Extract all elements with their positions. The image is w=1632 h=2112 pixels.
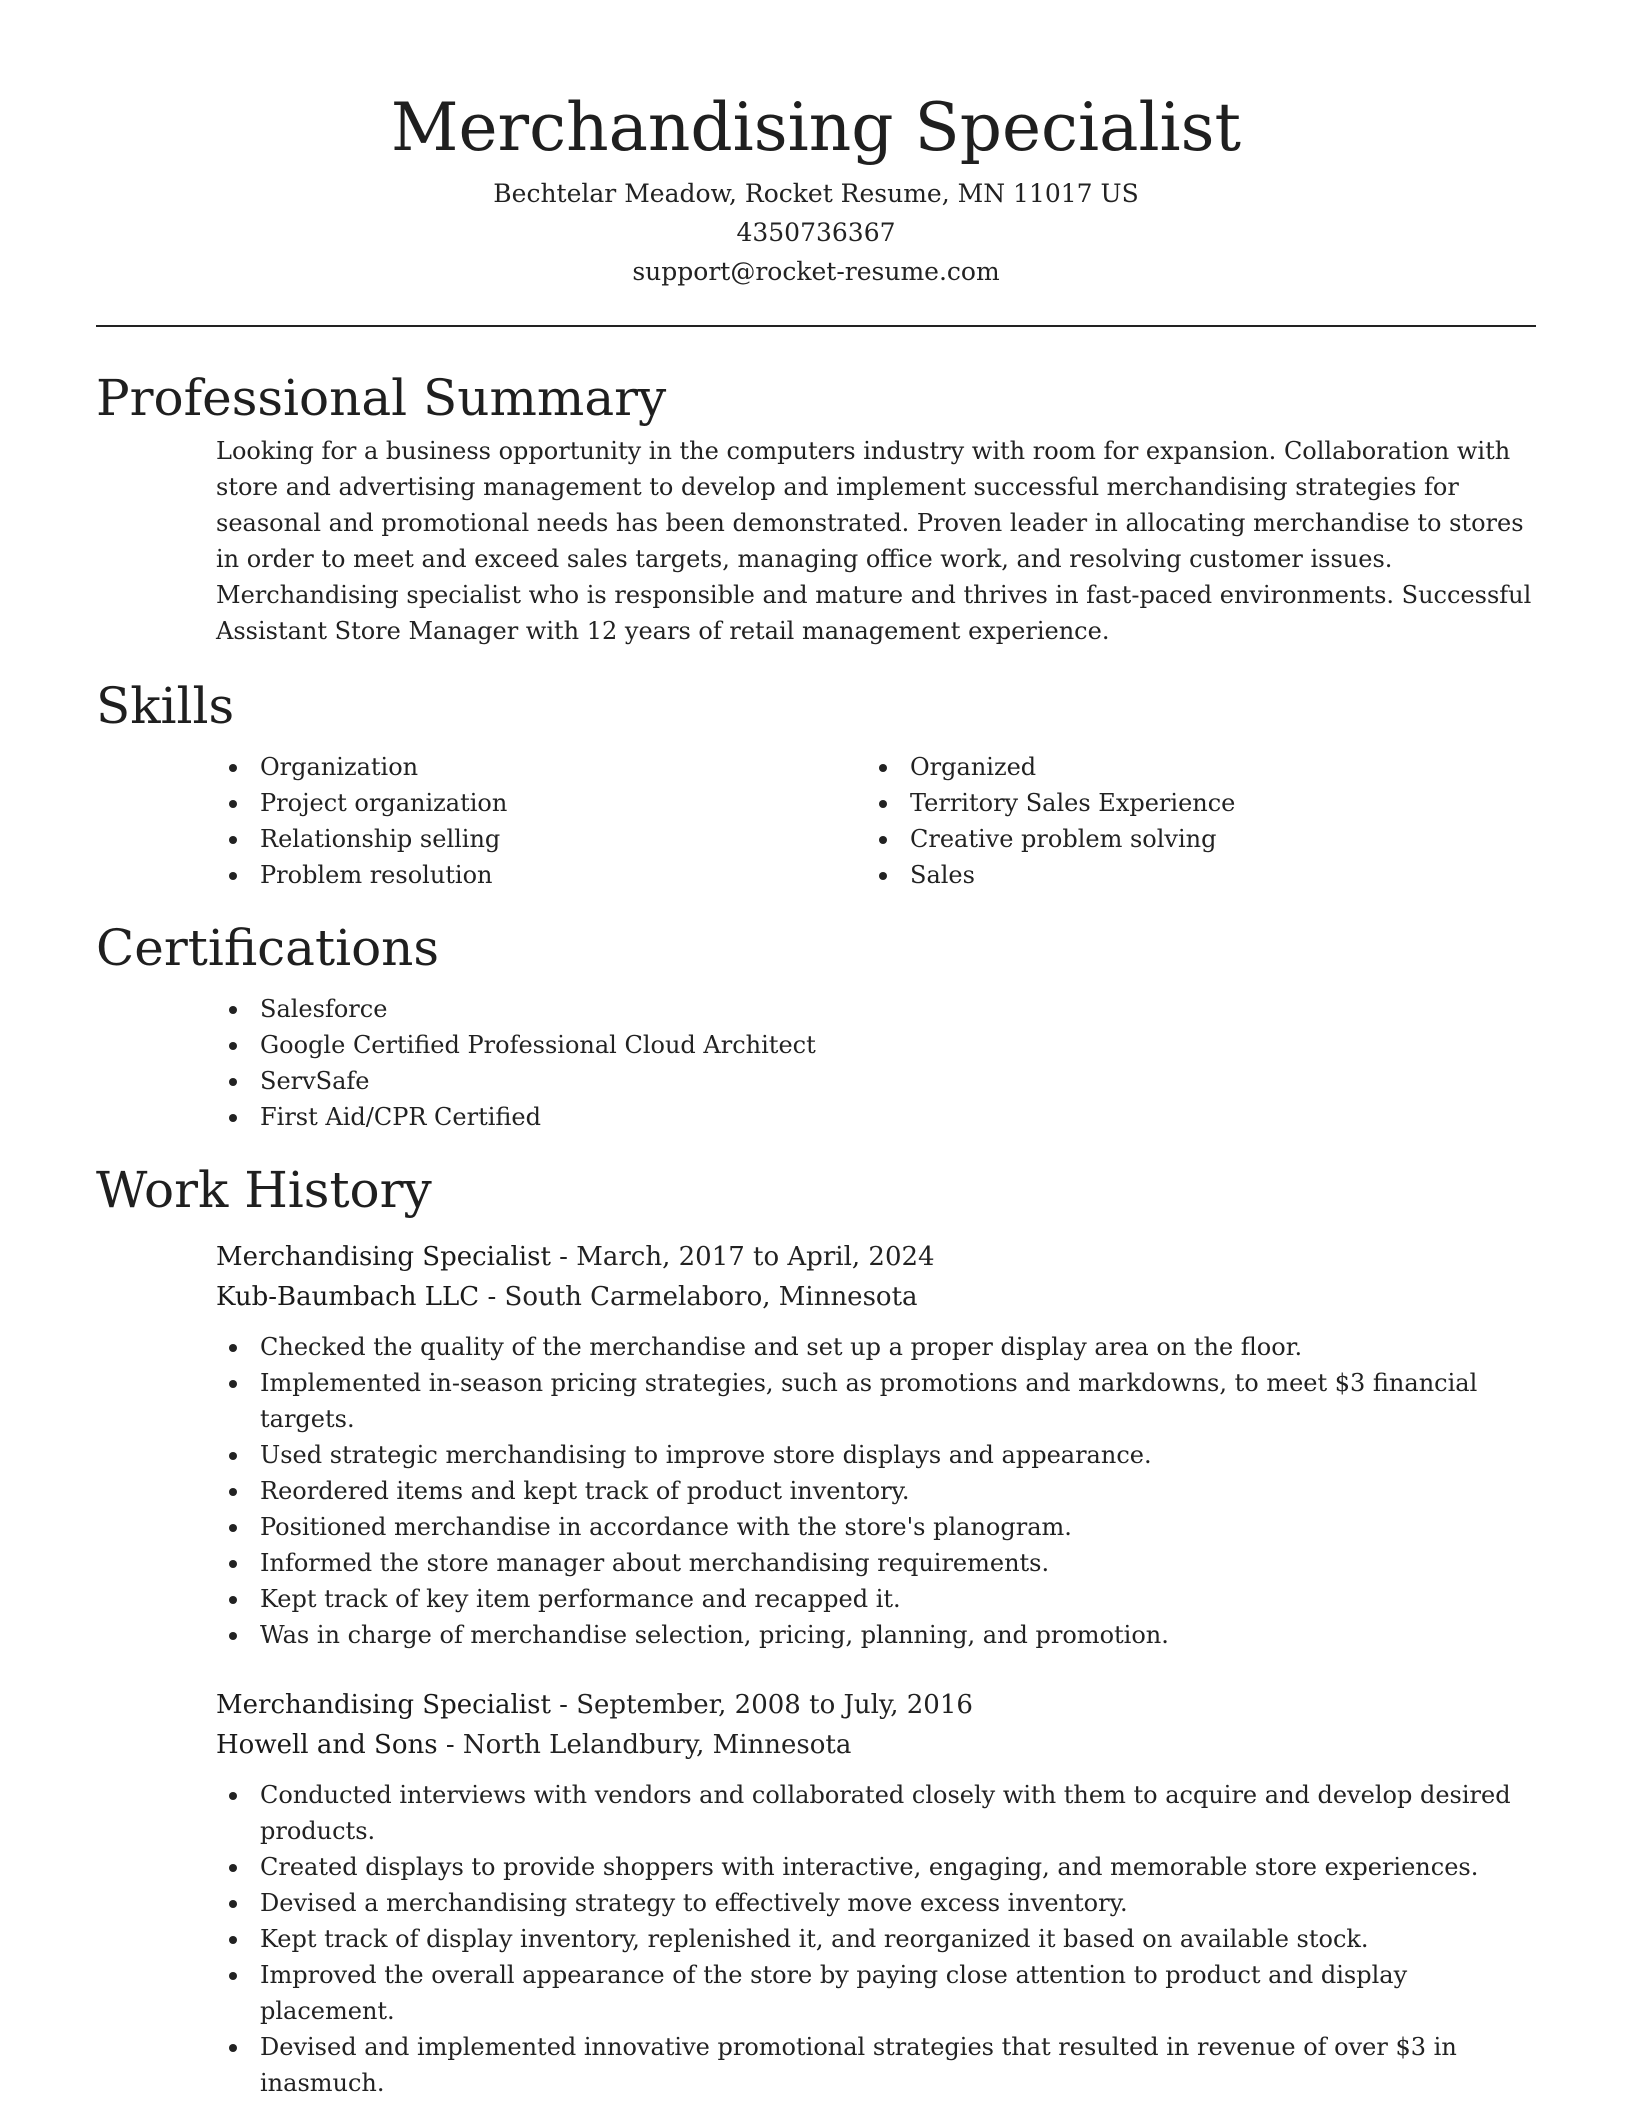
- job-title-line: [216, 1685, 1536, 1725]
- certifications-section: [96, 915, 1536, 1135]
- list-item: ServSafe: [216, 1063, 1536, 1099]
- skills-left-list: [216, 749, 866, 893]
- resume-header: [96, 0, 1536, 291]
- list-item: Reordered items and kept track of product inventory.: [216, 1473, 1536, 1509]
- skills-title: Skills: [96, 677, 235, 735]
- list-item: Territory Sales Experience: [866, 785, 1516, 821]
- summary-text: Looking for a business opportunity in the computers industry with room for expansion. Collaboration with store and advertising management to develop and implement successful merchandising strategies for seasonal and promotional needs has been demonstrated. Proven leader in allocating merchandise to stores in order to meet and exceed sales targets, managing office work, and resolving customer issues. Merchandising specialist who is responsible and mature and thrives in fast-paced environments. Successful Assistant Store Manager with 12 years of retail management experience.: [216, 437, 1532, 645]
- list-item: Created displays to provide shoppers with interactive, engaging, and memorable store experiences.: [216, 1849, 1536, 1885]
- contact-block: [96, 174, 1536, 291]
- job-company-line: [216, 1725, 1536, 1765]
- job-location: - South Carmelaboro, Minnesota: [479, 1282, 918, 1312]
- list-item: Informed the store manager about merchandising requirements.: [216, 1545, 1536, 1581]
- list-item: Kept track of key item performance and recapped it.: [216, 1581, 1536, 1617]
- job-dates: - March, 2017 to April, 2024: [550, 1242, 935, 1272]
- list-item: Devised and implemented innovative promotional strategies that resulted in revenue of over $3 in inasmuch.: [216, 2029, 1536, 2101]
- email: support@rocket-resume.com: [632, 257, 1000, 286]
- list-item: Improved the overall appearance of the store by paying close attention to product and display placement.: [216, 1957, 1536, 2029]
- list-item: First Aid/CPR Certified: [216, 1099, 1536, 1135]
- certifications-title: Certifications: [96, 919, 440, 977]
- list-item: Checked the quality of the merchandise and set up a proper display area on the floor.: [216, 1329, 1536, 1365]
- summary-title: Professional Summary: [96, 369, 667, 427]
- job-entry: [96, 1685, 1536, 2101]
- list-item: Devised a merchandising strategy to effectively move excess inventory.: [216, 1885, 1536, 1921]
- skills-section: [96, 673, 1536, 893]
- job-company: Howell and Sons: [216, 1730, 438, 1760]
- list-item: Implemented in-season pricing strategies, such as promotions and markdowns, to meet $3 financial targets.: [216, 1365, 1536, 1437]
- certifications-list: [216, 991, 1536, 1135]
- resume-page: [96, 0, 1536, 2101]
- list-item: Sales: [866, 857, 1516, 893]
- job-company-line: [216, 1277, 1536, 1317]
- list-item: Kept track of display inventory, replenished it, and reorganized it based on available stock.: [216, 1921, 1536, 1957]
- list-item: Organized: [866, 749, 1516, 785]
- list-item: Problem resolution: [216, 857, 866, 893]
- candidate-name: Merchandising Specialist: [390, 89, 1242, 166]
- list-item: Was in charge of merchandise selection, pricing, planning, and promotion.: [216, 1617, 1536, 1653]
- job-bullets: [216, 1329, 1536, 1653]
- address: Bechtelar Meadow, Rocket Resume, MN 11017 US: [493, 179, 1139, 208]
- job-dates: - September, 2008 to July, 2016: [550, 1690, 973, 1720]
- work-history-title: Work History: [96, 1161, 432, 1219]
- list-item: Used strategic merchandising to improve store displays and appearance.: [216, 1437, 1536, 1473]
- job-role: Merchandising Specialist: [216, 1690, 551, 1720]
- summary-section: [96, 365, 1536, 649]
- job-entry: [96, 1237, 1536, 1653]
- list-item: Positioned merchandise in accordance with the store's planogram.: [216, 1509, 1536, 1545]
- list-item: Conducted interviews with vendors and collaborated closely with them to acquire and develop desired products.: [216, 1777, 1536, 1849]
- job-location: - North Lelandbury, Minnesota: [437, 1730, 852, 1760]
- skills-grid: [96, 749, 1536, 893]
- skills-right-list: [866, 749, 1516, 893]
- list-item: Relationship selling: [216, 821, 866, 857]
- list-item: Google Certified Professional Cloud Architect: [216, 1027, 1536, 1063]
- job-bullets: [216, 1777, 1536, 2101]
- phone: 4350736367: [736, 218, 896, 247]
- list-item: Creative problem solving: [866, 821, 1516, 857]
- job-title-line: [216, 1237, 1536, 1277]
- job-company: Kub-Baumbach LLC: [216, 1282, 480, 1312]
- job-role: Merchandising Specialist: [216, 1242, 551, 1272]
- header-divider: [96, 325, 1536, 327]
- list-item: Organization: [216, 749, 866, 785]
- list-item: Salesforce: [216, 991, 1536, 1027]
- work-history-section: [96, 1157, 1536, 2101]
- list-item: Project organization: [216, 785, 866, 821]
